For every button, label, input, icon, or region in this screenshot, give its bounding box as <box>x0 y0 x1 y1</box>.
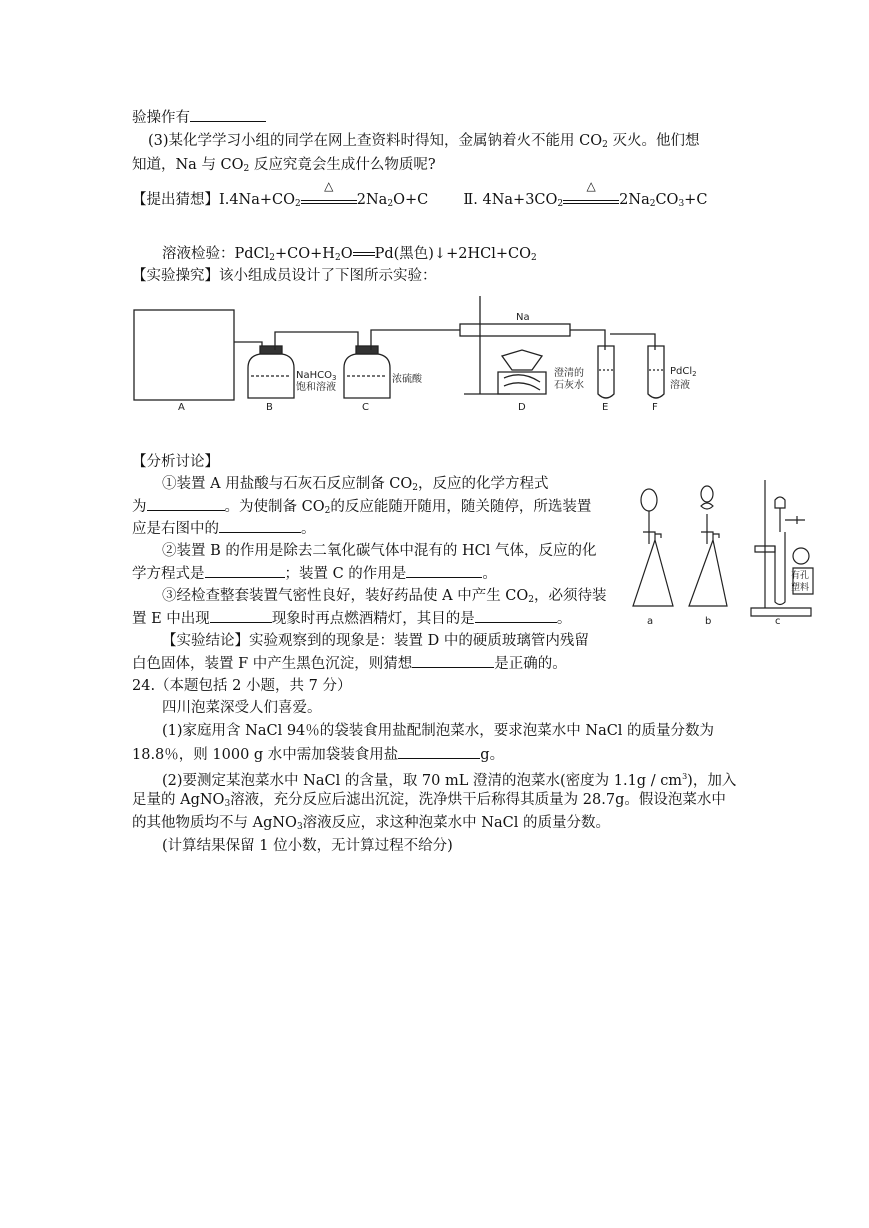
flask-c-note-1: 有孔 <box>791 571 810 581</box>
flask-options-diagram <box>625 472 820 632</box>
apparatus-label-b: B <box>266 402 273 413</box>
hypothesis-line <box>132 179 708 214</box>
answer-blank[interactable] <box>210 608 272 623</box>
analysis-3-line-1 <box>162 586 607 610</box>
text: (2)要测定某泡菜水中 NaCl 的含量，取 70 mL 澄清的泡菜水(密度为 1.1g / cm <box>162 773 683 789</box>
analysis-2-line-1 <box>162 541 596 561</box>
test-tube-e <box>598 346 614 398</box>
text: 应是右图中的 <box>132 521 219 537</box>
text: 的其他物质均不与 AgNO <box>132 815 297 831</box>
answer-blank[interactable] <box>398 744 480 759</box>
text: (1)家庭用含 NaCl 94％的袋装食用盐配制泡菜水，要求泡菜水中 NaCl 的质量分数为 <box>162 723 715 739</box>
tube-d-reagent: Na <box>516 312 530 323</box>
text: 。 <box>301 521 316 537</box>
text: 反应究竟会生成什么物质呢? <box>249 157 436 173</box>
apparatus-diagram <box>130 290 750 415</box>
question-24-heading <box>132 676 351 696</box>
text: 该小组成员设计了下图所示实验： <box>219 268 437 284</box>
question-title: 24.（本题包括 2 小题，共 7 分） <box>132 678 352 694</box>
text: 。为使制备 CO <box>224 499 325 515</box>
text: 2Na <box>356 192 388 208</box>
subscript: 3 <box>224 799 231 809</box>
text: 白色固体，装置 F 中产生黑色沉淀，则猜想 <box>132 656 413 672</box>
bottle-b-reagent-2: 饱和溶液 <box>296 382 336 393</box>
text: O+C <box>393 192 429 208</box>
equals-sign <box>353 252 375 256</box>
subscript: 3 <box>296 822 303 832</box>
answer-blank[interactable] <box>205 563 285 578</box>
analysis-1-line-3 <box>132 518 316 539</box>
text: ，反应的化学方程式 <box>418 476 549 492</box>
text: 溶液检验：PdCl <box>162 246 270 262</box>
apparatus-label-f: F <box>652 402 658 413</box>
tube-e-reagent-2: 石灰水 <box>554 380 584 391</box>
bottle-b-reagent: NaHCO$_3$ <box>296 370 337 382</box>
experiment-line <box>132 266 437 286</box>
section-label: 【提出猜想】 <box>132 192 219 208</box>
text: 足量的 AgNO <box>132 792 225 808</box>
flask-label-a: a <box>647 616 654 627</box>
part-2-note <box>162 836 453 856</box>
text: 实验观察到的现象是：装置 D 中的硬质玻璃管内残留 <box>249 633 589 649</box>
text: 学方程式是 <box>132 566 205 582</box>
answer-blank[interactable] <box>412 653 494 668</box>
answer-blank[interactable] <box>406 563 482 578</box>
subscript: 2 <box>557 199 564 209</box>
analysis-heading <box>132 452 219 472</box>
text: 灭火。他们想 <box>607 133 700 149</box>
section-label: 【分析讨论】 <box>132 454 219 470</box>
tube-e-reagent: 澄清的 <box>554 368 584 379</box>
text: Pd(黑色)↓+2HCl+CO <box>374 246 531 262</box>
answer-blank[interactable] <box>475 608 557 623</box>
analysis-1-line-1 <box>162 474 549 498</box>
heat-equals-sign <box>301 179 357 204</box>
tube-d <box>460 324 570 336</box>
part-1-line-1 <box>162 721 714 741</box>
answer-blank[interactable] <box>190 107 266 122</box>
apparatus-label-e: E <box>602 402 609 413</box>
line-1 <box>132 107 266 128</box>
text: 2Na <box>619 192 650 208</box>
solution-test-line <box>162 244 537 268</box>
text: 溶液，充分反应后滤出沉淀，洗净烘干后称得其质量为 28.7g。假设泡菜水中 <box>230 792 726 808</box>
text: g。 <box>480 747 505 763</box>
answer-blank[interactable] <box>147 496 225 511</box>
part-2-line-2 <box>132 790 726 814</box>
subscript: 2 <box>649 199 656 209</box>
text: 知道，Na 与 CO <box>132 157 244 173</box>
flask-c-note-2: 塑料 <box>791 583 810 593</box>
analysis-3-line-2 <box>132 608 571 629</box>
text: 现象时再点燃酒精灯，其目的是 <box>271 611 475 627</box>
subscript: 2 <box>602 140 608 150</box>
section-label: 【实验结论】 <box>162 633 249 649</box>
part-2-line-3 <box>132 813 610 837</box>
line-2 <box>148 131 699 155</box>
text: Ⅰ.4Na+CO <box>219 192 296 208</box>
part-2-line-1 <box>162 767 736 791</box>
tube-f-reagent-2: 溶液 <box>670 380 690 391</box>
text: 18.8％，则 1000 g 水中需加袋装食用盐 <box>132 747 399 763</box>
subscript: 2 <box>334 253 341 263</box>
conclusion-line-2 <box>132 653 567 674</box>
text: 为 <box>132 499 147 515</box>
subscript: 2 <box>295 199 301 209</box>
text: 四川泡菜深受人们喜爱。 <box>162 700 322 716</box>
text: ②装置 B 的作用是除去二氧化碳气体中混有的 HCl 气体，反应的化 <box>162 543 597 559</box>
subscript: 2 <box>412 483 419 493</box>
subscript: 2 <box>528 595 535 605</box>
flask-label-b: b <box>705 616 712 627</box>
apparatus-label-d: D <box>518 402 526 413</box>
text: O <box>340 246 353 262</box>
text: 溶液反应，求这种泡菜水中 NaCl 的质量分数。 <box>302 815 610 831</box>
heat-equals-sign <box>563 179 619 204</box>
text: ①装置 A 用盐酸与石灰石反应制备 CO <box>162 476 413 492</box>
apparatus-a-box <box>134 310 234 400</box>
flask-label-c: c <box>775 616 781 627</box>
line-3 <box>132 155 436 179</box>
text: 置 E 中出现 <box>132 611 210 627</box>
tube-f-reagent: PdCl$_2$ <box>670 366 697 378</box>
text: ，必须待装 <box>534 588 607 604</box>
text: +CO+H <box>275 246 335 262</box>
subscript: 2 <box>269 253 276 263</box>
text: ；装置 C 的作用是 <box>284 566 407 582</box>
superscript: 3 <box>682 772 688 781</box>
text: CO <box>655 192 679 208</box>
heat-triangle-icon: △ <box>586 179 596 193</box>
text: )，加入 <box>687 773 737 789</box>
part-1-line-2 <box>132 744 504 765</box>
subscript: 3 <box>678 199 685 209</box>
text: 验操作有 <box>132 110 190 126</box>
text: 的反应能随开随用，随关随停，所选装置 <box>330 499 592 515</box>
text: ③经检查整套装置气密性良好，装好药品使 A 中产生 CO <box>162 588 529 604</box>
conclusion-line-1 <box>162 631 589 651</box>
apparatus-label-a: A <box>178 402 185 413</box>
analysis-2-line-2 <box>132 563 497 584</box>
subscript: 2 <box>387 199 394 209</box>
text: 。 <box>482 566 497 582</box>
subscript: 2 <box>530 253 537 263</box>
text: 。 <box>556 611 572 627</box>
heat-triangle-icon: △ <box>324 179 334 193</box>
text: 是正确的。 <box>494 656 567 672</box>
apparatus-label-c: C <box>362 402 369 413</box>
answer-blank[interactable] <box>219 518 301 533</box>
test-tube-f <box>648 346 664 398</box>
section-label: 【实验操究】 <box>132 268 219 284</box>
text: Ⅱ. 4Na+3CO <box>463 192 558 208</box>
subscript: 2 <box>243 164 250 174</box>
text: +C <box>684 192 708 208</box>
text: (计算结果保留 1 位小数，无计算过程不给分) <box>162 838 453 854</box>
text: (3)某化学学习小组的同学在网上查资料时得知，金属钠着火不能用 CO <box>148 133 603 149</box>
question-24-intro <box>162 698 322 718</box>
subscript: 2 <box>324 506 331 516</box>
bottle-c-reagent: 浓硫酸 <box>392 374 422 385</box>
